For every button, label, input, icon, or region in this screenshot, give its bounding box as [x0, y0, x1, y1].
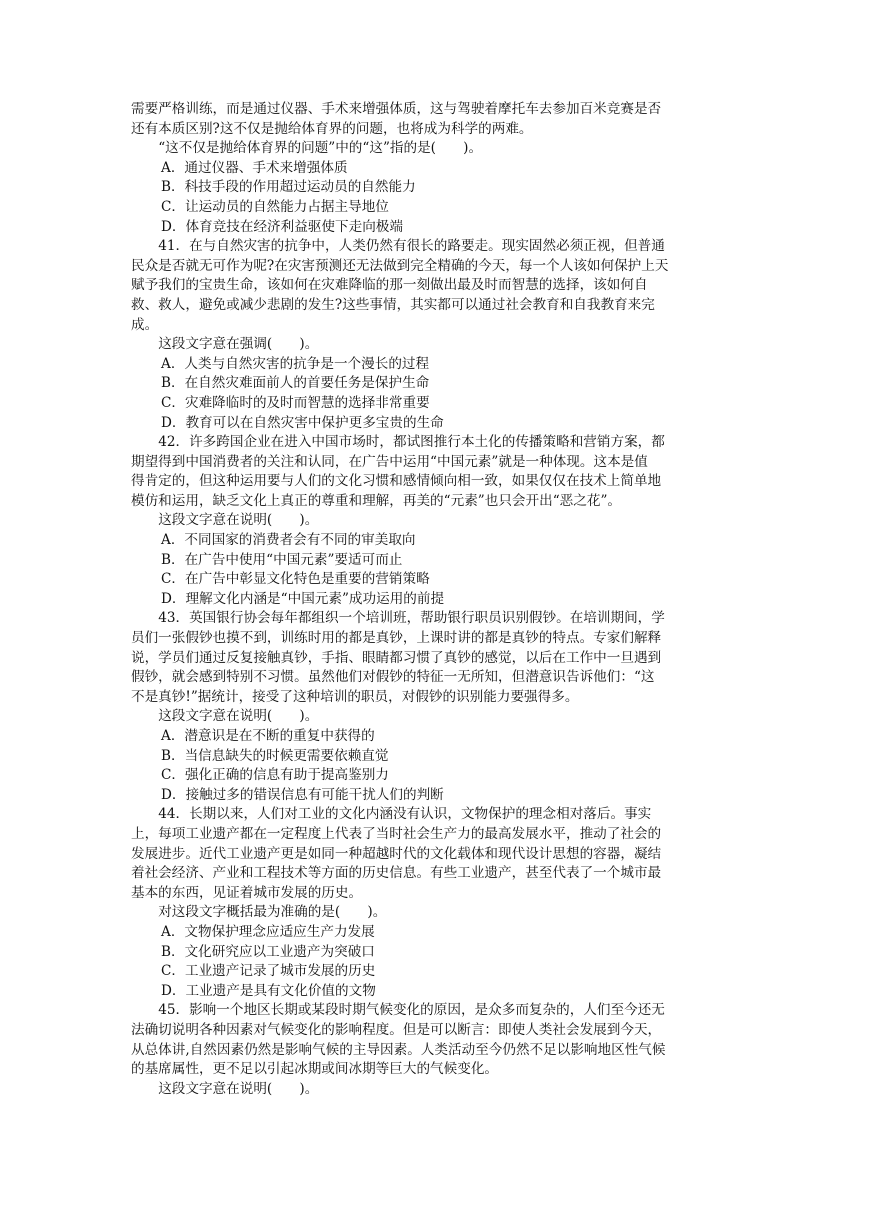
passage-line: 42．许多跨国企业在进入中国市场时，都试图推行本土化的传播策略和营销方案，都 — [158, 434, 665, 451]
question-40-section — [131, 100, 741, 237]
option-a: A．人类与自然灾害的抗争是一个漫长的过程 — [161, 355, 430, 372]
passage-line: 法确切说明各种因素对气候变化的影响程度。但是可以断言：即使人类社会发展到今天， — [131, 1021, 662, 1038]
passage-line: 救、救人，避免或减少悲剧的发生?这些事情，其实都可以通过社会教育和自我教育来完 — [131, 296, 655, 313]
passage-line: 的基席属性，更不足以引起冰期或间冰期等巨大的气候变化。 — [131, 1061, 499, 1078]
option-a: A．不同国家的消费者会有不同的审美取向 — [161, 532, 416, 549]
option-d: D．工业遗产是具有文化价值的文物 — [161, 982, 376, 999]
option-b: B．科技手段的作用超过运动员的自然能力 — [161, 179, 416, 196]
passage-line: 43．英国银行协会每年都组织一个培训班，帮助银行职员识别假钞。在培训期间，学 — [158, 610, 665, 627]
passage-line: 成。 — [131, 316, 159, 333]
option-d: D．接触过多的错误信息有可能干扰人们的判断 — [161, 786, 444, 803]
question-prompt: 这段文字意在强调( )。 — [158, 336, 319, 353]
option-d: D．教育可以在自然灾害中保护更多宝贵的生命 — [161, 414, 444, 431]
passage-line: 41．在与自然灾害的抗争中，人类仍然有很长的路要走。现实固然必须正视，但普通 — [158, 238, 665, 255]
question-prompt: “这不仅是抛给体育界的问题”中的“这”指的是( )。 — [158, 140, 483, 157]
option-c: C．让运动员的自然能力占据主导地位 — [161, 198, 389, 215]
passage-line: 民众是否就无可作为呢?在灾害预测还无法做到完全精确的今天，每一个人该如何保护上天 — [131, 257, 669, 274]
passage-line: 期望得到中国消费者的关注和认同，在广告中运用“中国元素”就是一种体现。这本是值 — [131, 453, 648, 470]
passage-line: 得肯定的，但这种运用要与人们的文化习惯和感情倾向相一致，如果仅仅在技术上简单地 — [131, 473, 662, 490]
passage-line: 模仿和运用，缺乏文化上真正的尊重和理解，再美的“元素”也只会开出“恶之花”。 — [131, 492, 621, 509]
question-prompt: 这段文字意在说明( )。 — [158, 1080, 319, 1097]
passage-line: 基本的东西，见证着城市发展的历史。 — [131, 884, 363, 901]
question-42-section — [131, 433, 741, 609]
option-b: B．在广告中使用“中国元素”要适可而止 — [161, 551, 403, 568]
passage-line: 员们一张假钞也摸不到，训练时用的都是真钞，上课时讲的都是真钞的特点。专家们解释 — [131, 630, 662, 647]
question-43-section — [131, 609, 741, 805]
passage-line: 需要严格训练，而是通过仪器、手术来增强体质，这与驾驶着摩托车去参加百米竞赛是否 — [131, 101, 662, 117]
option-a: A．通过仪器、手术来增强体质 — [161, 159, 348, 176]
option-c: C．灾难降临时的及时而智慧的选择非常重要 — [161, 394, 430, 411]
passage-line: 45．影响一个地区长期或某段时期气候变化的原因，是众多而复杂的，人们至今还无 — [158, 1002, 665, 1019]
question-prompt: 这段文字意在说明( )。 — [158, 512, 319, 529]
option-c: C．强化正确的信息有助于提高鉴别力 — [161, 767, 389, 784]
passage-line: 还有本质区别?这不仅是抛给体育界的问题，也将成为科学的两难。 — [131, 120, 533, 137]
document-page — [131, 100, 741, 1099]
question-45-section — [131, 1001, 741, 1099]
question-44-section — [131, 805, 741, 1001]
option-d: D．体育竞技在经济利益驱使下走向极端 — [161, 218, 403, 235]
passage-line: 44．长期以来，人们对工业的文化内涵没有认识，文物保护的理念相对落后。事实 — [158, 806, 652, 823]
option-b: B．当信息缺失的时候更需要依赖直觉 — [161, 747, 389, 764]
option-a: A．文物保护理念应适应生产力发展 — [161, 923, 375, 940]
passage-line: 着社会经济、产业和工程技术等方面的历史信息。有些工业遗产，甚至代表了一个城市最 — [131, 865, 662, 882]
question-prompt: 这段文字意在说明( )。 — [158, 708, 319, 725]
question-41-section — [131, 237, 741, 433]
passage-line: 赋予我们的宝贵生命，该如何在灾难降临的那一刻做出最及时而智慧的选择，该如何自 — [131, 277, 648, 294]
option-b: B．在自然灾难面前人的首要任务是保护生命 — [161, 375, 430, 392]
option-a: A．潜意识是在不断的重复中获得的 — [161, 728, 375, 744]
passage-line: 上，每项工业遗产都在一定程度上代表了当时社会生产力的最高发展水平，推动了社会的 — [131, 825, 662, 842]
option-d: D．理解文化内涵是“中国元素”成功运用的前提 — [161, 590, 445, 607]
passage-line: 从总体讲,自然因素仍然是影响气候的主导因素。人类活动至今仍然不足以影响地区性气候 — [131, 1041, 666, 1058]
option-c: C．工业遗产记录了城市发展的历史 — [161, 963, 376, 980]
option-b: B．文化研究应以工业遗产为突破口 — [161, 943, 375, 960]
passage-line: 假钞，就会感到特别不习惯。虽然他们对假钞的特征一无所知，但潜意识告诉他们：“这 — [131, 669, 655, 686]
passage-line: 发展进步。近代工业遗产更是如同一种超越时代的文化载体和现代设计思想的容器，凝结 — [131, 845, 662, 862]
question-prompt: 对这段文字概括最为准确的是( )。 — [158, 904, 387, 921]
option-c: C．在广告中彰显文化特色是重要的营销策略 — [161, 571, 430, 588]
passage-line: 不是真钞!”据统计，接受了这种培训的职员，对假钞的识别能力要强得多。 — [131, 688, 579, 705]
passage-line: 说，学员们通过反复接触真钞，手指、眼睛都习惯了真钞的感觉，以后在工作中一旦遇到 — [131, 649, 662, 666]
